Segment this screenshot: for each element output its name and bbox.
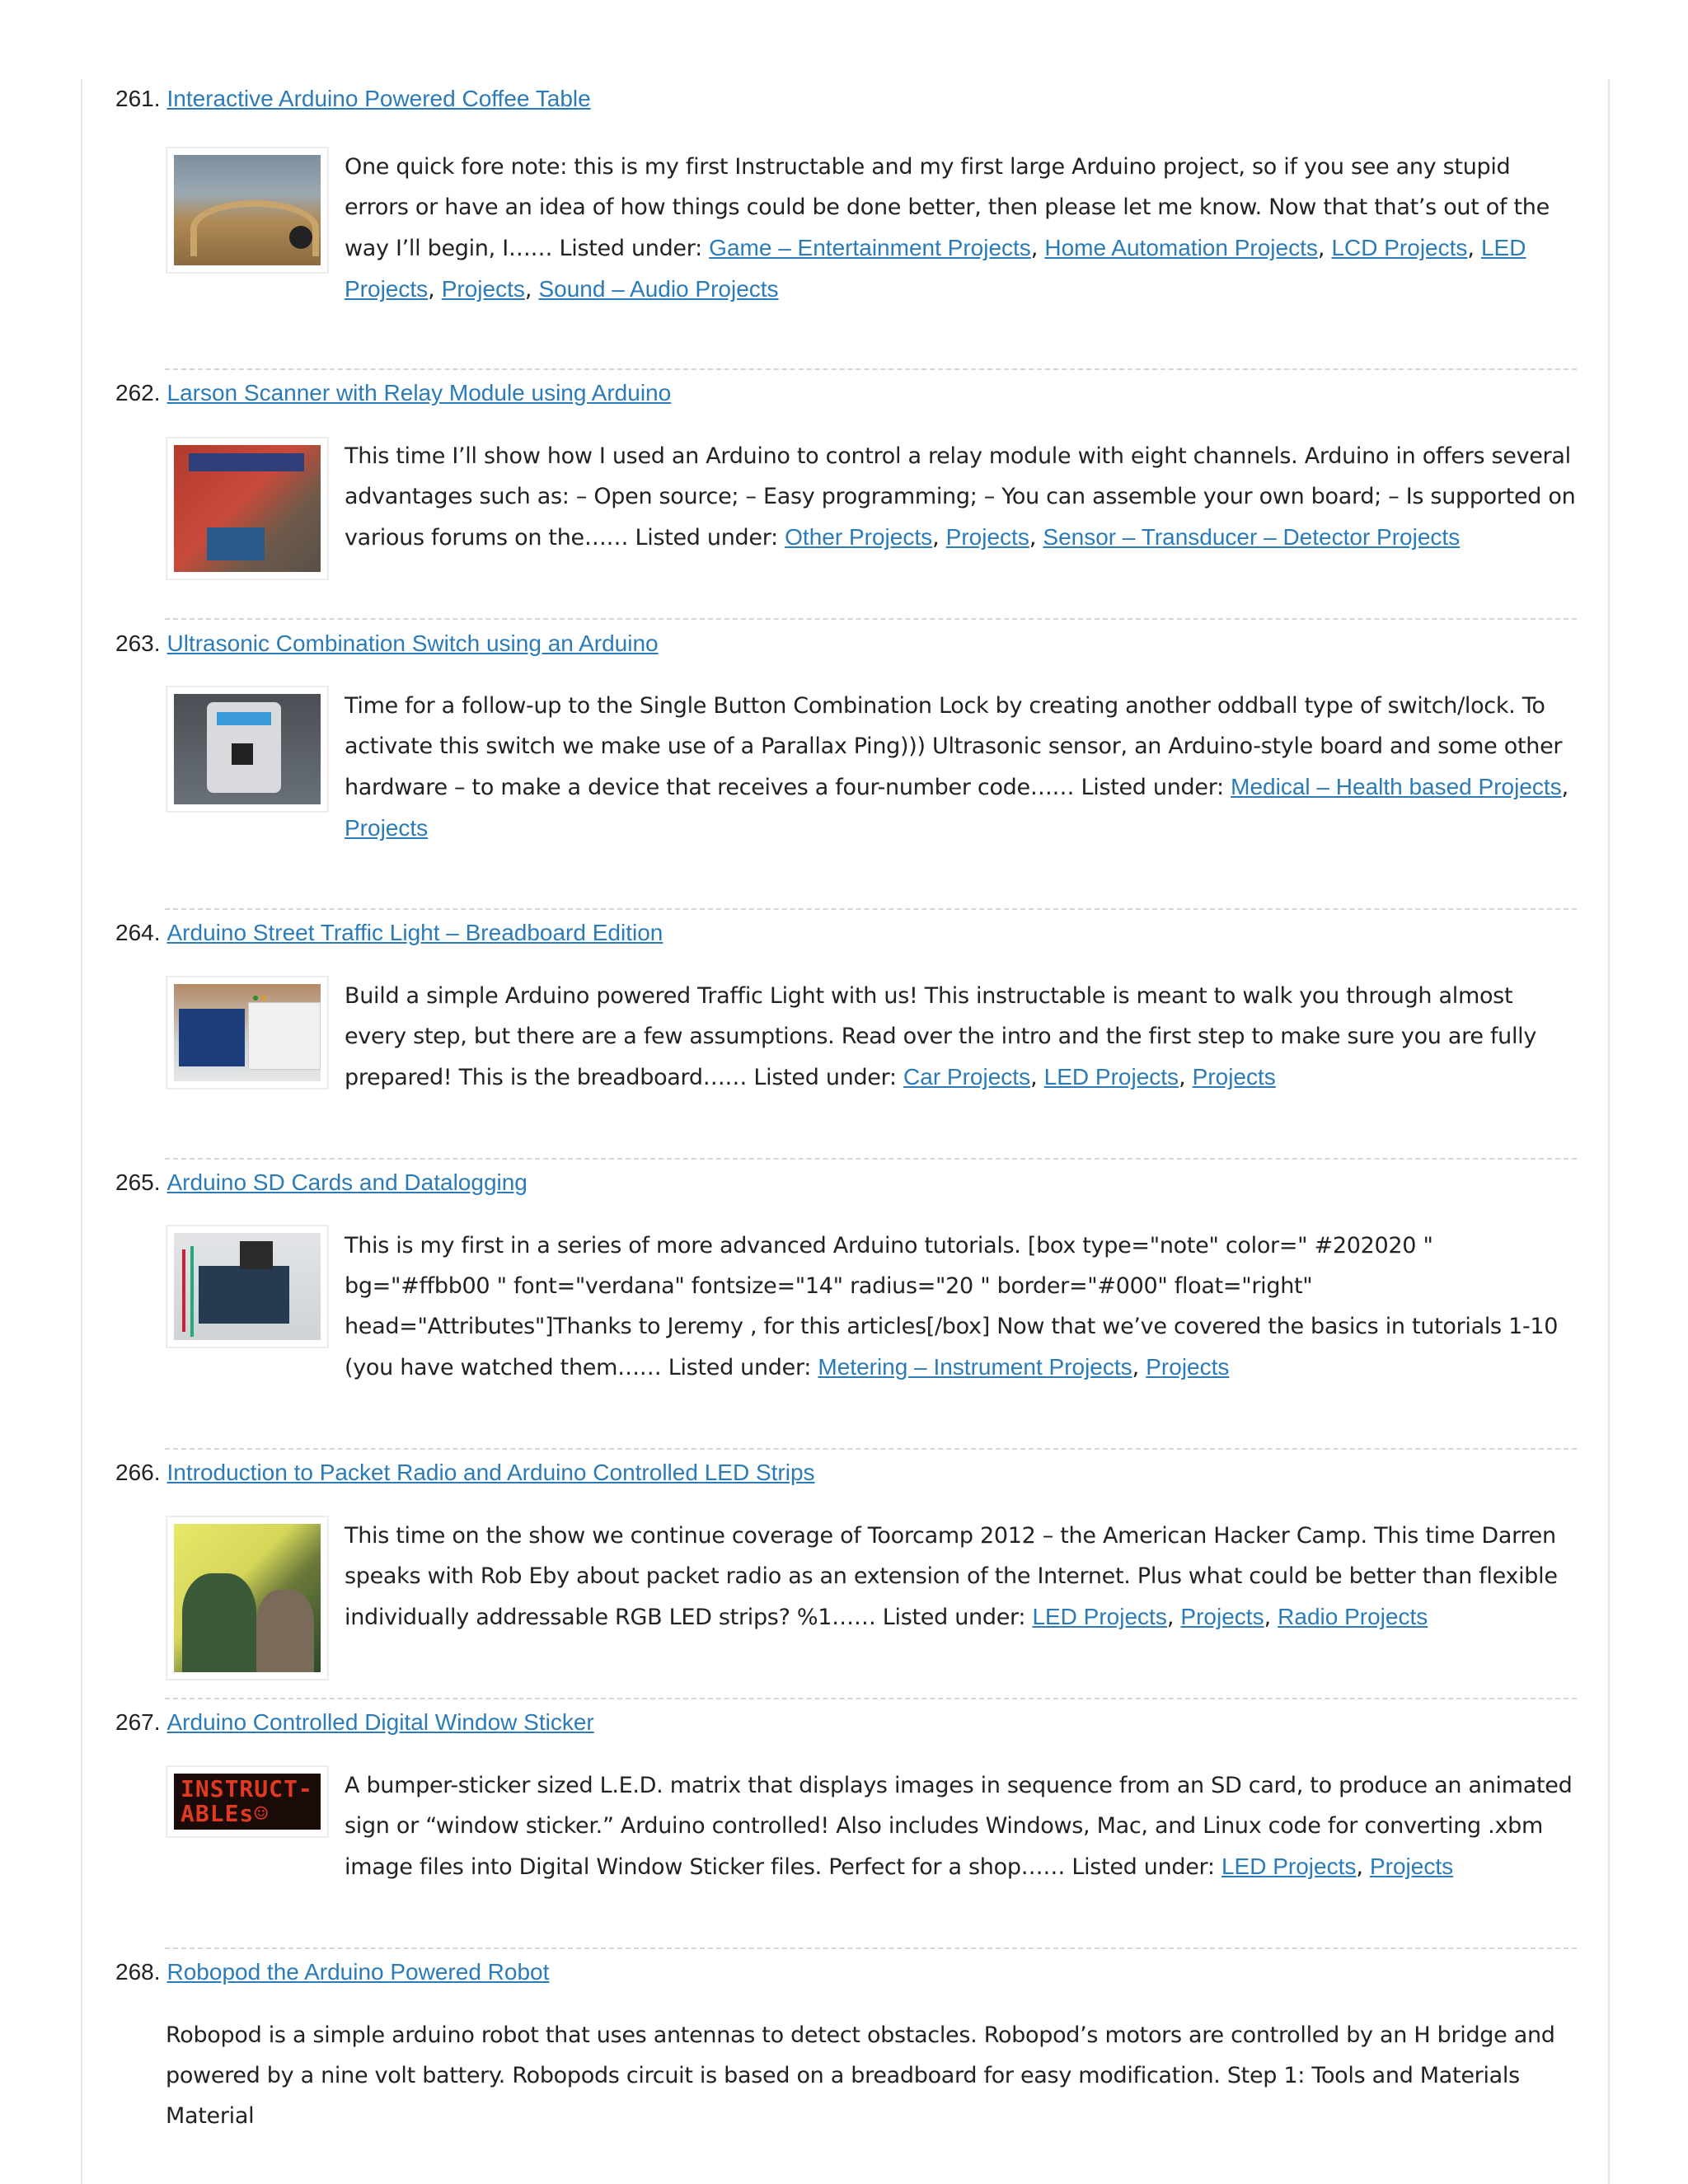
entry-number: 263.: [115, 630, 161, 656]
separator: [165, 908, 1577, 910]
tag-link[interactable]: Projects: [1180, 1604, 1264, 1629]
entry-heading: [115, 1163, 528, 1202]
separator: [165, 1698, 1577, 1699]
tag-link[interactable]: Medical – Health based Projects: [1231, 774, 1562, 799]
entry-title-link[interactable]: Interactive Arduino Powered Coffee Table: [166, 86, 591, 111]
entry-number: 266.: [115, 1460, 161, 1485]
entry-thumbnail[interactable]: [166, 1516, 329, 1680]
entry-thumbnail[interactable]: [166, 1225, 329, 1348]
entry-description: [166, 2015, 1578, 2136]
tag-link[interactable]: Metering – Instrument Projects: [818, 1354, 1132, 1380]
thumbnail-led-text: INSTRUCT-: [181, 1775, 313, 1802]
tag-link[interactable]: Game – Entertainment Projects: [709, 235, 1031, 260]
tag-link[interactable]: Projects: [945, 524, 1029, 550]
entry-title-link[interactable]: Arduino Controlled Digital Window Sticker: [166, 1709, 594, 1735]
entry-description: This time on the show we continue coverage of Toorcamp 2012 – the American Hacker Camp. This time Darren speaks with Rob Eby about packet radio as an extension of the Internet. Plus what could be better than flexible individually addressable RGB LED strips? %1…… Listed under: LED Projects, Projects, Radio Projects: [345, 1523, 1558, 1630]
description-text: Time for a follow-up to the Single Button Combination Lock by creating another oddball type of switch/lock. To activate this switch we make use of a Parallax Ping))) Ultrasonic sensor, an Arduino-style board and some other hardware – to make a device that receives a four-number code…… Listed under:: [345, 693, 1563, 800]
entry-heading: [115, 79, 591, 119]
entry-description: Time for a follow-up to the Single Button Combination Lock by creating another oddball type of switch/lock. To activate this switch we make use of a Parallax Ping))) Ultrasonic sensor, an Arduino-style board and some other hardware – to make a device that receives a four-number code…… Listed under: Medical – Health based Projects, Projects: [345, 693, 1568, 841]
tag-link[interactable]: Car Projects: [903, 1064, 1031, 1090]
entry-description: This time I’ll show how I used an Arduino to control a relay module with eight channels. Arduino in offers several advantages such as: – Open source; – Easy programming; – You can assemble your own board; – Is supported on various forums on the…… Listed under: Other Projects, Projects, Sensor – Transducer – Detector Projects: [345, 443, 1576, 551]
entry-thumbnail[interactable]: [166, 976, 329, 1090]
description-text: This time on the show we continue coverage of Toorcamp 2012 – the American Hacker Camp. This time Darren speaks with Rob Eby about packet radio as an extension of the Internet. Plus what could be better than flexible individually addressable RGB LED strips? %1…… Listed under:: [345, 1523, 1558, 1630]
entry-number: 261.: [115, 86, 161, 111]
entry-number: 265.: [115, 1169, 161, 1195]
entry-description: One quick fore note: this is my first Instructable and my first large Arduino project, so if you see any stupid errors or have an idea of how things could be done better, then please let me know. Now that that’s out of the way I’ll begin, I…… Listed under: Game – Entertainment Projects, Home Automation Projects, LCD Projects, LED Projects, Projects, Sound – Audio Projects: [345, 154, 1550, 302]
description-text: This is my first in a series of more advanced Arduino tutorials. [box type="note" color=" #202020 " bg="#ffbb00 " font="verdana" fontsize="14" radius="20 " border="#000" float="right" head="Attributes"]Thanks to Jeremy , for this articles[/box] Now that we’ve covered the basics in tutorials 1-10 (you have watched them…… Listed under:: [345, 1233, 1559, 1380]
tag-link[interactable]: LED Projects: [345, 235, 1526, 302]
separator: [165, 1448, 1577, 1450]
separator: [165, 1947, 1577, 1949]
entry-heading: [115, 1703, 594, 1742]
description-text: Build a simple Arduino powered Traffic Light with us! This instructable is meant to walk you through almost every step, but there are a few assumptions. Read over the intro and the first step to make sure you are fully prepared! This is the breadboard…… Listed under:: [345, 983, 1537, 1090]
content-frame: [81, 79, 1610, 2184]
entry-number: 268.: [115, 1959, 161, 1985]
entry-heading: [115, 624, 659, 663]
entry-heading: [115, 373, 671, 413]
tag-link[interactable]: Projects: [441, 276, 525, 302]
tag-link[interactable]: LED Projects: [1043, 1064, 1179, 1090]
tag-link[interactable]: Home Automation Projects: [1044, 235, 1318, 260]
entry-description: This is my first in a series of more advanced Arduino tutorials. [box type="note" color=" #202020 " bg="#ffbb00 " font="verdana" fontsize="14" radius="20 " border="#000" float="right" head="Attributes"]Thanks to Jeremy , for this articles[/box] Now that we’ve covered the basics in tutorials 1-10 (you have watched them…… Listed under: Metering – Instrument Projects, Projects: [345, 1233, 1559, 1380]
tag-link[interactable]: Projects: [1369, 1854, 1454, 1879]
entry-thumbnail[interactable]: [166, 147, 329, 274]
tag-link[interactable]: Projects: [345, 815, 429, 841]
entry-number: 267.: [115, 1709, 161, 1735]
thumbnail-led-text: ABLEs☺: [181, 1800, 270, 1827]
entry-number: 262.: [115, 380, 161, 405]
entry-title-link[interactable]: Introduction to Packet Radio and Arduino Controlled LED Strips: [166, 1460, 815, 1485]
entry-thumbnail[interactable]: [166, 686, 329, 813]
tag-link[interactable]: Projects: [1146, 1354, 1230, 1380]
tag-link[interactable]: Other Projects: [785, 524, 933, 550]
description-text: Robopod is a simple arduino robot that uses antennas to detect obstacles. Robopod’s motors are controlled by an H bridge and powered by a nine volt battery. Robopods circuit is based on a breadboard for easy modification. Step 1: Tools and Materials Material: [166, 2022, 1555, 2129]
entry-title-link[interactable]: Arduino SD Cards and Datalogging: [166, 1169, 528, 1195]
description-text: One quick fore note: this is my first Instructable and my first large Arduino project, so if you see any stupid errors or have an idea of how things could be done better, then please let me know. Now that that’s out of the way I’ll begin, I…… Listed under:: [345, 154, 1550, 261]
entry-title-link[interactable]: Larson Scanner with Relay Module using Arduino: [166, 380, 672, 405]
entry-number: 264.: [115, 920, 161, 945]
entry-heading: [115, 1453, 815, 1493]
description-text: A bumper-sticker sized L.E.D. matrix that displays images in sequence from an SD card, to produce an animated sign or “window sticker.” Arduino controlled! Also includes Windows, Mac, and Linux code for converting .xbm image files into Digital Window Sticker files. Perfect for a shop…… Listed under:: [345, 1773, 1573, 1880]
entry-title-link[interactable]: Robopod the Arduino Powered Robot: [166, 1959, 550, 1985]
entry-heading: [115, 913, 663, 953]
separator: [165, 1158, 1577, 1160]
tag-link[interactable]: Sound – Audio Projects: [538, 276, 779, 302]
entry-thumbnail[interactable]: [166, 1765, 329, 1838]
entry-title-link[interactable]: Arduino Street Traffic Light – Breadboard Edition: [166, 920, 663, 945]
tag-link[interactable]: Radio Projects: [1278, 1604, 1428, 1629]
tag-link[interactable]: LCD Projects: [1331, 235, 1468, 260]
description-text: This time I’ll show how I used an Arduino to control a relay module with eight channels. Arduino in offers several advantages such as: – Open source; – Easy programming; – You can assemble your own board; – Is supported on various forums on the…… Listed under:: [345, 443, 1576, 551]
entry-title-link[interactable]: Ultrasonic Combination Switch using an Arduino: [166, 630, 659, 656]
tag-link[interactable]: LED Projects: [1032, 1604, 1167, 1629]
entry-thumbnail[interactable]: [166, 437, 329, 580]
entry-description: Build a simple Arduino powered Traffic Light with us! This instructable is meant to walk you through almost every step, but there are a few assumptions. Read over the intro and the first step to make sure you are fully prepared! This is the breadboard…… Listed under: Car Projects, LED Projects, Projects: [345, 983, 1537, 1090]
separator: [165, 368, 1577, 370]
tag-link[interactable]: Sensor – Transducer – Detector Projects: [1043, 524, 1461, 550]
entry-description: A bumper-sticker sized L.E.D. matrix that displays images in sequence from an SD card, to produce an animated sign or “window sticker.” Arduino controlled! Also includes Windows, Mac, and Linux code for converting .xbm image files into Digital Window Sticker files. Perfect for a shop…… Listed under: LED Projects, Projects: [345, 1773, 1573, 1880]
tag-link[interactable]: LED Projects: [1221, 1854, 1357, 1879]
separator: [165, 618, 1577, 620]
entry-heading: [115, 1952, 549, 1992]
tag-link[interactable]: Projects: [1192, 1064, 1276, 1090]
